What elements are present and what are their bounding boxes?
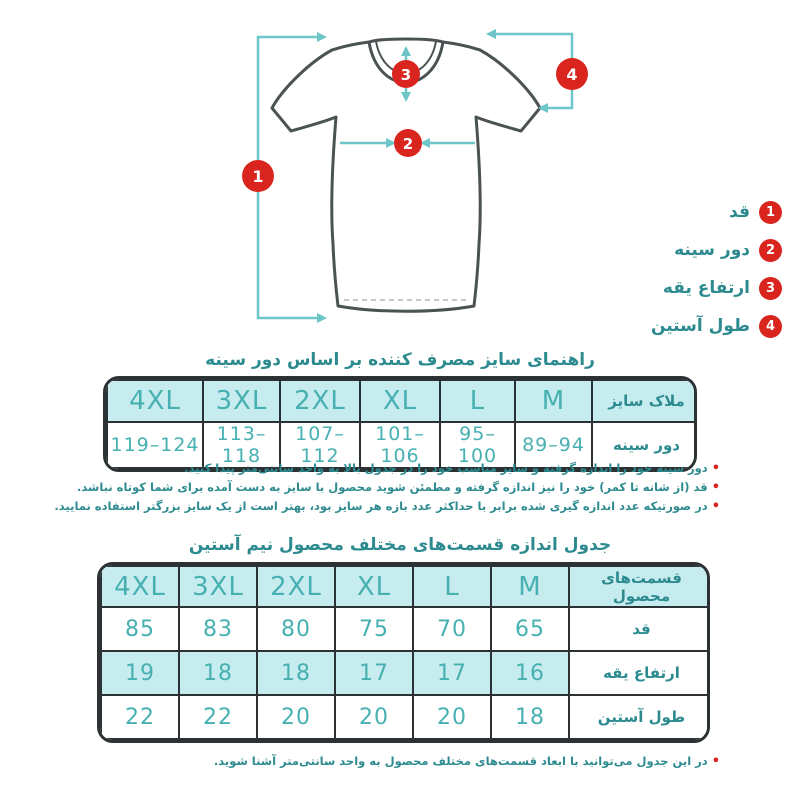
size-header-cell: XL [335, 566, 413, 607]
chest-range-cell: 95–100 [440, 422, 515, 468]
chest-row-label-cell: دور سینه [592, 422, 697, 468]
legend-label-collar: ارتفاع یقه [662, 278, 750, 298]
measure-value-cell: 20 [335, 695, 413, 739]
legend-badge-1: 1 [759, 201, 782, 224]
note-text: در صورتیکه عدد اندازه گیری شده برابر با حداکثر عدد بازه هر سایز بود، بهتر است از یک سایز بزرگتر استفاده نمایید. [54, 499, 708, 513]
measure-value-cell: 18 [257, 651, 335, 695]
size-header-cell: 3XL [203, 380, 280, 422]
tshirt-illustration [226, 4, 596, 344]
size-header-cell: M [515, 380, 592, 422]
bullet-icon: • [711, 480, 720, 495]
parts-header-cell: قسمت‌های محصول [569, 566, 710, 607]
measure-value-cell: 22 [101, 695, 179, 739]
bullet-icon: • [711, 499, 720, 514]
row-label-cell: قد [569, 607, 710, 651]
footer-note-text: در این جدول می‌توانید با ابعاد قسمت‌های مختلف محصول به واحد سانتی‌متر آشنا شوید. [213, 754, 708, 768]
legend-label-sleeve: طول آستین [650, 316, 750, 336]
size-header-cell: XL [360, 380, 440, 422]
measure-value-cell: 75 [335, 607, 413, 651]
measure-value-cell: 18 [179, 651, 257, 695]
size-header-cell: M [491, 566, 569, 607]
chest-range-cell: 119–124 [107, 422, 203, 468]
measure-value-cell: 18 [491, 695, 569, 739]
measure-value-cell: 22 [179, 695, 257, 739]
measure-value-cell: 83 [179, 607, 257, 651]
measure-value-cell: 17 [413, 651, 491, 695]
marker-number-4: 4 [566, 65, 578, 84]
marker-number-1: 1 [252, 167, 264, 186]
size-header-cell: L [413, 566, 491, 607]
row-label-cell: ارتفاع یقه [569, 651, 710, 695]
size-header-cell: L [440, 380, 515, 422]
measure-value-cell: 85 [101, 607, 179, 651]
legend-label-height: قد [729, 202, 750, 222]
legend-label-chest: دور سینه [674, 240, 750, 260]
legend-item-collar [572, 276, 782, 300]
chest-range-cell: 107–112 [280, 422, 360, 468]
legend-badge-3: 3 [759, 277, 782, 300]
size-header-cell: 4XL [107, 380, 203, 422]
legend-item-sleeve [572, 314, 782, 338]
measure-value-cell: 65 [491, 607, 569, 651]
measure-value-cell: 17 [335, 651, 413, 695]
measuring-notes [44, 459, 720, 516]
size-guide-table [103, 376, 697, 472]
chest-range-cell: 101–106 [360, 422, 440, 468]
measure-value-cell: 20 [413, 695, 491, 739]
measure-value-cell: 19 [101, 651, 179, 695]
parts-table-title: جدول اندازه قسمت‌های مختلف محصول نیم آستین [188, 535, 612, 555]
bullet-icon: • [711, 461, 720, 476]
size-header-cell: 2XL [280, 380, 360, 422]
measure-value-cell: 80 [257, 607, 335, 651]
note-line [44, 478, 720, 497]
tshirt-diagram [226, 4, 596, 344]
measure-value-cell: 20 [257, 695, 335, 739]
parts-dimensions-table [97, 562, 710, 743]
legend-item-height [572, 200, 782, 224]
size-guide-title: راهنمای سایز مصرف کننده بر اساس دور سینه [205, 350, 595, 370]
arrowhead [317, 313, 327, 323]
legend-item-chest [572, 238, 782, 262]
arrowhead [317, 32, 327, 42]
note-line [214, 754, 720, 768]
size-criterion-header-cell: ملاک سایز [592, 380, 697, 422]
note-line [44, 497, 720, 516]
footer-note [44, 750, 720, 771]
legend-badge-2: 2 [759, 239, 782, 262]
measurement-legend [572, 200, 782, 352]
arrowhead [486, 29, 496, 39]
marker-number-2: 2 [402, 135, 414, 153]
chest-range-cell: 113–118 [203, 422, 280, 468]
note-text: دور سینه خود را اندازه گرفته و سایز مناسب خود را در جدول بالا به واحد سانتی‌متر پیدا کنید. [184, 461, 708, 475]
bullet-icon: • [711, 754, 720, 769]
legend-badge-4: 4 [759, 315, 782, 338]
size-header-cell: 4XL [101, 566, 179, 607]
row-label-cell: طول آستین [569, 695, 710, 739]
measure-value-cell: 70 [413, 607, 491, 651]
size-header-cell: 2XL [257, 566, 335, 607]
note-text: قد (از شانه تا کمر) خود را نیز اندازه گرفته و مطمئن شوید محصول با سایز به دست آمده برای شما کوتاه نباشد. [77, 480, 708, 494]
measure-value-cell: 16 [491, 651, 569, 695]
size-header-cell: 3XL [179, 566, 257, 607]
chest-range-cell: 89–94 [515, 422, 592, 468]
marker-number-3: 3 [400, 66, 412, 84]
note-line [44, 459, 720, 478]
